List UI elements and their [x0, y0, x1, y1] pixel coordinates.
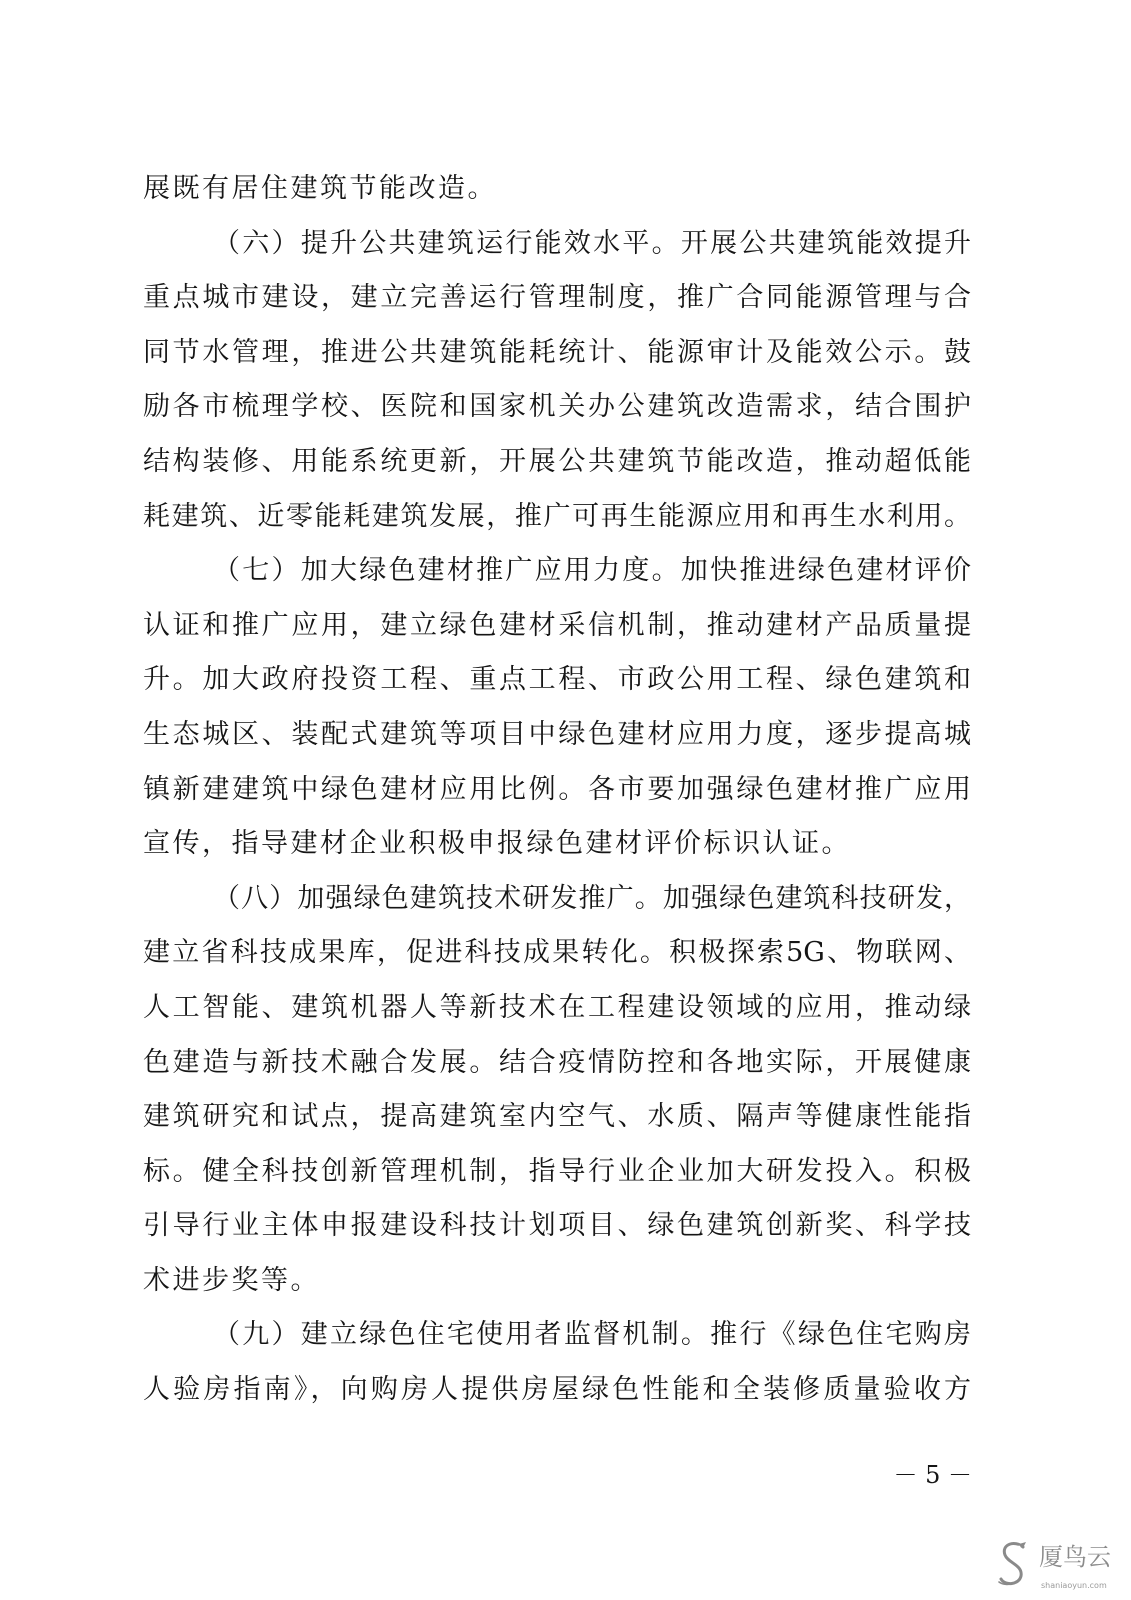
watermark-url: shaniaoyun.com	[1041, 1581, 1107, 1590]
text-line	[143, 653, 971, 708]
text-line	[143, 435, 971, 490]
line-text: 耗建筑、近零能耗建筑发展，推广可再生能源应用和再生水利用。	[143, 500, 971, 532]
text-line	[143, 326, 971, 381]
text-line	[143, 1308, 971, 1363]
line-text: 展既有居住建筑节能改造。	[143, 173, 497, 204]
text-line	[143, 380, 971, 435]
text-line	[143, 162, 971, 217]
bird-swirl-icon	[993, 1538, 1033, 1588]
line-text: 加快推进绿色建材评价	[680, 555, 971, 587]
line-text: 励各市梳理学校、医院和国家机关办公建筑改造需求，结合围护	[143, 391, 971, 423]
text-line	[143, 708, 971, 763]
watermark-logo	[993, 1536, 1121, 1594]
line-text: 人工智能、建筑机器人等新技术在工程建设领域的应用，推动绿	[143, 991, 971, 1023]
text-line	[143, 271, 971, 326]
section-heading: （六）提升公共建筑运行能效水平。	[213, 227, 681, 259]
line-text: 建筑研究和试点，提高建筑室内空气、水质、隔声等健康性能指	[143, 1101, 971, 1133]
line-text: 重点城市建设，建立完善运行管理制度，推广合同能源管理与合	[143, 282, 971, 314]
text-line	[143, 544, 971, 599]
line-text: 推行《绿色住宅购房	[710, 1319, 971, 1351]
document-body	[143, 162, 971, 1418]
text-line	[143, 1145, 971, 1200]
watermark-name: 厦鸟云	[1039, 1543, 1111, 1571]
section-heading: （八）加强绿色建筑技术研发推广。	[213, 882, 663, 914]
text-line	[143, 1254, 971, 1309]
section-heading: （九）建立绿色住宅使用者监督机制。	[213, 1319, 711, 1351]
text-line	[143, 817, 971, 872]
line-text: 标。健全科技创新管理机制，指导行业企业加大研发投入。积极	[143, 1155, 971, 1187]
text-line	[143, 1363, 971, 1418]
line-text: 引导行业主体申报建设科技计划项目、绿色建筑创新奖、科学技	[143, 1210, 971, 1242]
text-line	[143, 599, 971, 654]
line-text: 升。加大政府投资工程、重点工程、市政公用工程、绿色建筑和	[143, 664, 971, 696]
text-line	[143, 490, 971, 545]
line-text: 镇新建建筑中绿色建材应用比例。各市要加强绿色建材推广应用	[143, 773, 971, 805]
line-text: 建立省科技成果库，促进科技成果转化。积极探索5G、物联网、	[143, 937, 971, 969]
text-line	[143, 217, 971, 272]
text-line	[143, 872, 971, 927]
line-text: 术进步奖等。	[143, 1264, 320, 1296]
line-text: 加强绿色建筑科技研发，	[662, 882, 971, 914]
text-line	[143, 763, 971, 818]
line-text: 色建造与新技术融合发展。结合疫情防控和各地实际，开展健康	[143, 1046, 971, 1078]
line-text: 认证和推广应用，建立绿色建材采信机制，推动建材产品质量提	[143, 609, 971, 641]
line-text: 人验房指南》，向购房人提供房屋绿色性能和全装修质量验收方	[143, 1374, 971, 1406]
text-line	[143, 1199, 971, 1254]
line-text: 结构装修、用能系统更新，开展公共建筑节能改造，推动超低能	[143, 445, 971, 477]
section-heading: （七）加大绿色建材推广应用力度。	[213, 555, 681, 587]
text-line	[143, 1036, 971, 1091]
text-line	[143, 981, 971, 1036]
line-text: 生态城区、装配式建筑等项目中绿色建材应用力度，逐步提高城	[143, 718, 971, 750]
line-text: 同节水管理，推进公共建筑能耗统计、能源审计及能效公示。鼓	[143, 336, 971, 368]
line-text: 宣传，指导建材企业积极申报绿色建材评价标识认证。	[143, 828, 851, 860]
text-line	[143, 1090, 971, 1145]
text-line	[143, 926, 971, 981]
page-number: － 5 －	[893, 1461, 972, 1489]
line-text: 开展公共建筑能效提升	[680, 227, 971, 259]
